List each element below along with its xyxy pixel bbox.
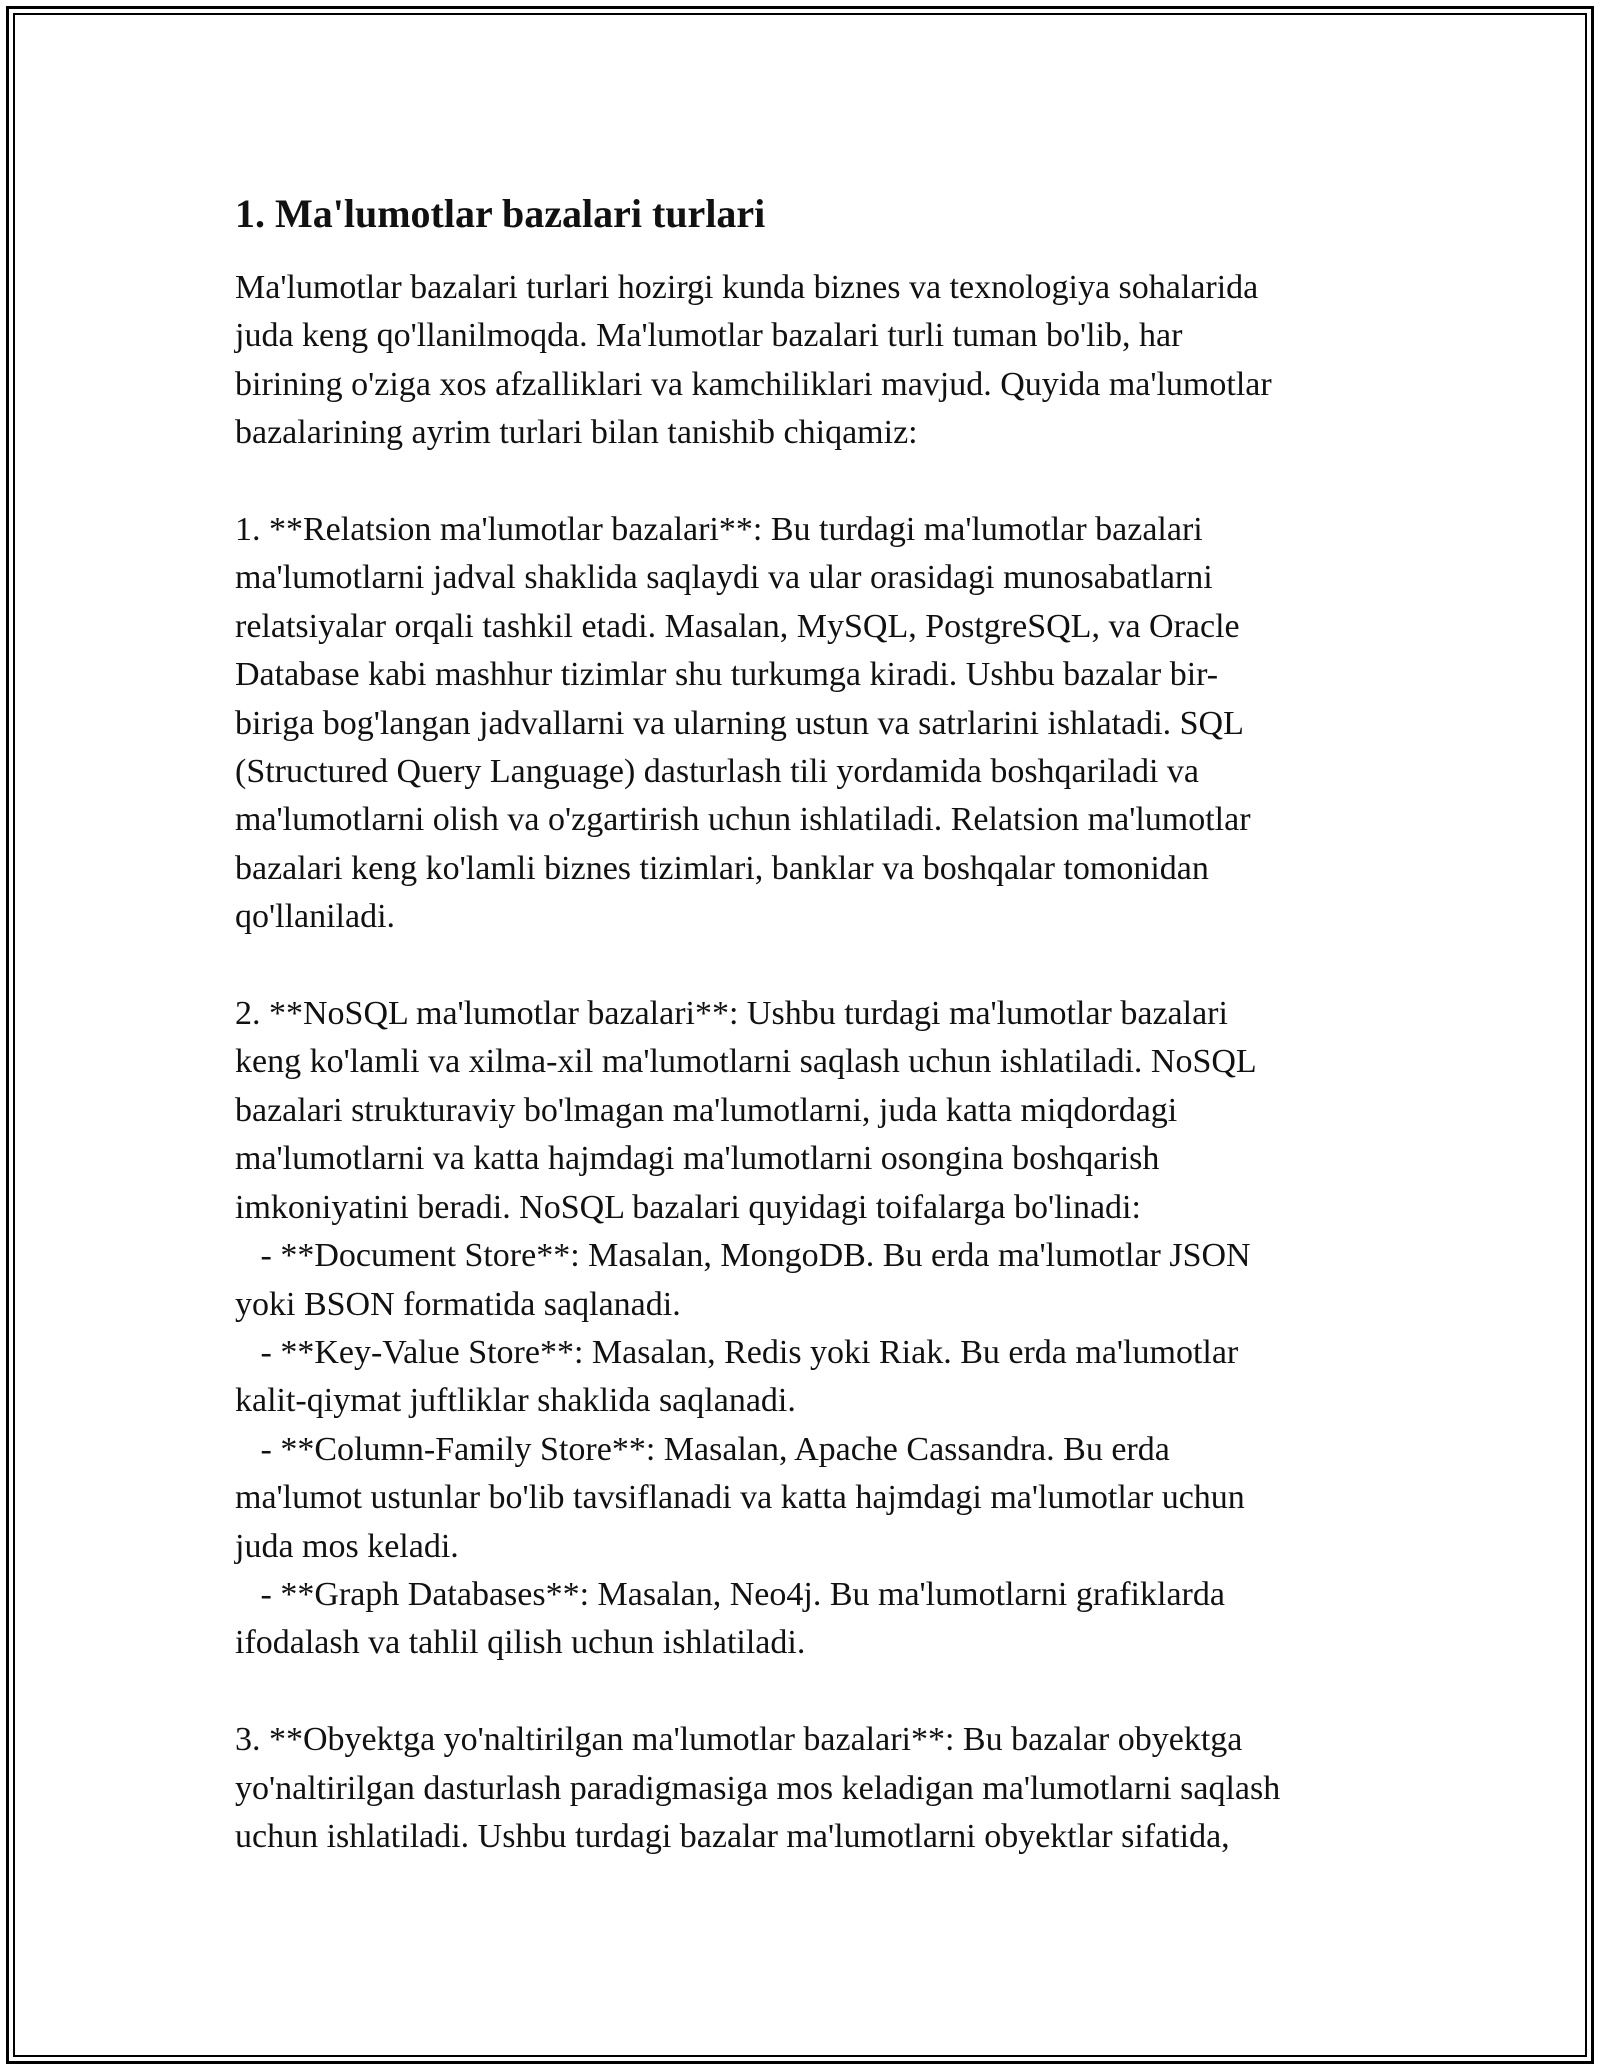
- text-line: relatsiyalar orqali tashkil etadi. Masalan, MySQL, PostgreSQL, va Oracle: [235, 607, 1240, 645]
- text-line: ma'lumotlarni jadval shaklida saqlaydi va ular orasidagi munosabatlarni: [235, 559, 1213, 597]
- text-line: bazalari strukturaviy bo'lmagan ma'lumotlarni, juda katta miqdordagi: [235, 1091, 1178, 1129]
- list-item-document-store: - **Document Store**: Masalan, MongoDB. Bu erda ma'lumotlar JSON: [235, 1237, 1251, 1275]
- text-line: birining o'ziga xos afzalliklari va kamchiliklari mavjud. Quyida ma'lumotlar: [235, 365, 1272, 403]
- text-line: 3. **Obyektga yo'naltirilgan ma'lumotlar bazalari**: Bu bazalar obyektga: [235, 1721, 1243, 1759]
- section-nosql: [235, 990, 1380, 1668]
- list-item-graph-databases: - **Graph Databases**: Masalan, Neo4j. Bu ma'lumotlarni grafiklarda: [235, 1575, 1225, 1613]
- document-body: [235, 190, 1380, 1861]
- text-line: keng ko'lamli va xilma-xil ma'lumotlarni saqlash uchun ishlatiladi. NoSQL: [235, 1043, 1257, 1081]
- text-line: Database kabi mashhur tizimlar shu turkumga kiradi. Ushbu bazalar bir-: [235, 656, 1219, 694]
- intro-paragraph: [235, 264, 1380, 458]
- paragraph-gap: [235, 942, 1380, 990]
- text-line: ma'lumotlarni olish va o'zgartirish uchun ishlatiladi. Relatsion ma'lumotlar: [235, 801, 1251, 839]
- text-line: juda mos keladi.: [235, 1527, 459, 1565]
- list-item-column-family-store: - **Column-Family Store**: Masalan, Apache Cassandra. Bu erda: [235, 1430, 1170, 1468]
- text-line: imkoniyatini beradi. NoSQL bazalari quyidagi toifalarga bo'linadi:: [235, 1188, 1141, 1226]
- text-line: (Structured Query Language) dasturlash tili yordamida boshqariladi va: [235, 753, 1199, 791]
- text-line: yoki BSON formatida saqlanadi.: [235, 1285, 681, 1323]
- text-line: qo'llaniladi.: [235, 898, 396, 936]
- paragraph-gap: [235, 1668, 1380, 1716]
- document-heading: 1. Ma'lumotlar bazalari turlari: [235, 191, 766, 236]
- text-line: biriga bog'langan jadvallarni va ularning ustun va satrlarini ishlatadi. SQL: [235, 704, 1244, 742]
- text-line: ma'lumotlarni va katta hajmdagi ma'lumotlarni osongina boshqarish: [235, 1140, 1160, 1178]
- text-line: bazalari keng ko'lamli biznes tizimlari, banklar va boshqalar tomonidan: [235, 849, 1209, 887]
- text-line: yo'naltirilgan dasturlash paradigmasiga mos keladigan ma'lumotlarni saqlash: [235, 1769, 1281, 1807]
- section-relational: [235, 506, 1380, 942]
- text-line: kalit-qiymat juftliklar shaklida saqlanadi.: [235, 1382, 796, 1420]
- section-object-oriented: [235, 1716, 1380, 1861]
- text-line: Ma'lumotlar bazalari turlari hozirgi kunda biznes va texnologiya sohalarida: [235, 269, 1259, 306]
- text-line: 1. **Relatsion ma'lumotlar bazalari**: Bu turdagi ma'lumotlar bazalari: [235, 511, 1203, 549]
- paragraph-gap: [235, 458, 1380, 506]
- text-line: ma'lumot ustunlar bo'lib tavsiflanadi va katta hajmdagi ma'lumotlar uchun: [235, 1479, 1245, 1517]
- text-line: ifodalash va tahlil qilish uchun ishlatiladi.: [235, 1624, 806, 1662]
- text-line: juda keng qo'llanilmoqda. Ma'lumotlar bazalari turli tuman bo'lib, har: [235, 317, 1183, 355]
- text-line: bazalarining ayrim turlari bilan tanishib chiqamiz:: [235, 414, 918, 452]
- list-item-key-value-store: - **Key-Value Store**: Masalan, Redis yoki Riak. Bu erda ma'lumotlar: [235, 1333, 1239, 1371]
- text-line: 2. **NoSQL ma'lumotlar bazalari**: Ushbu turdagi ma'lumotlar bazalari: [235, 995, 1228, 1033]
- text-line: uchun ishlatiladi. Ushbu turdagi bazalar ma'lumotlarni obyektlar sifatida,: [235, 1817, 1230, 1855]
